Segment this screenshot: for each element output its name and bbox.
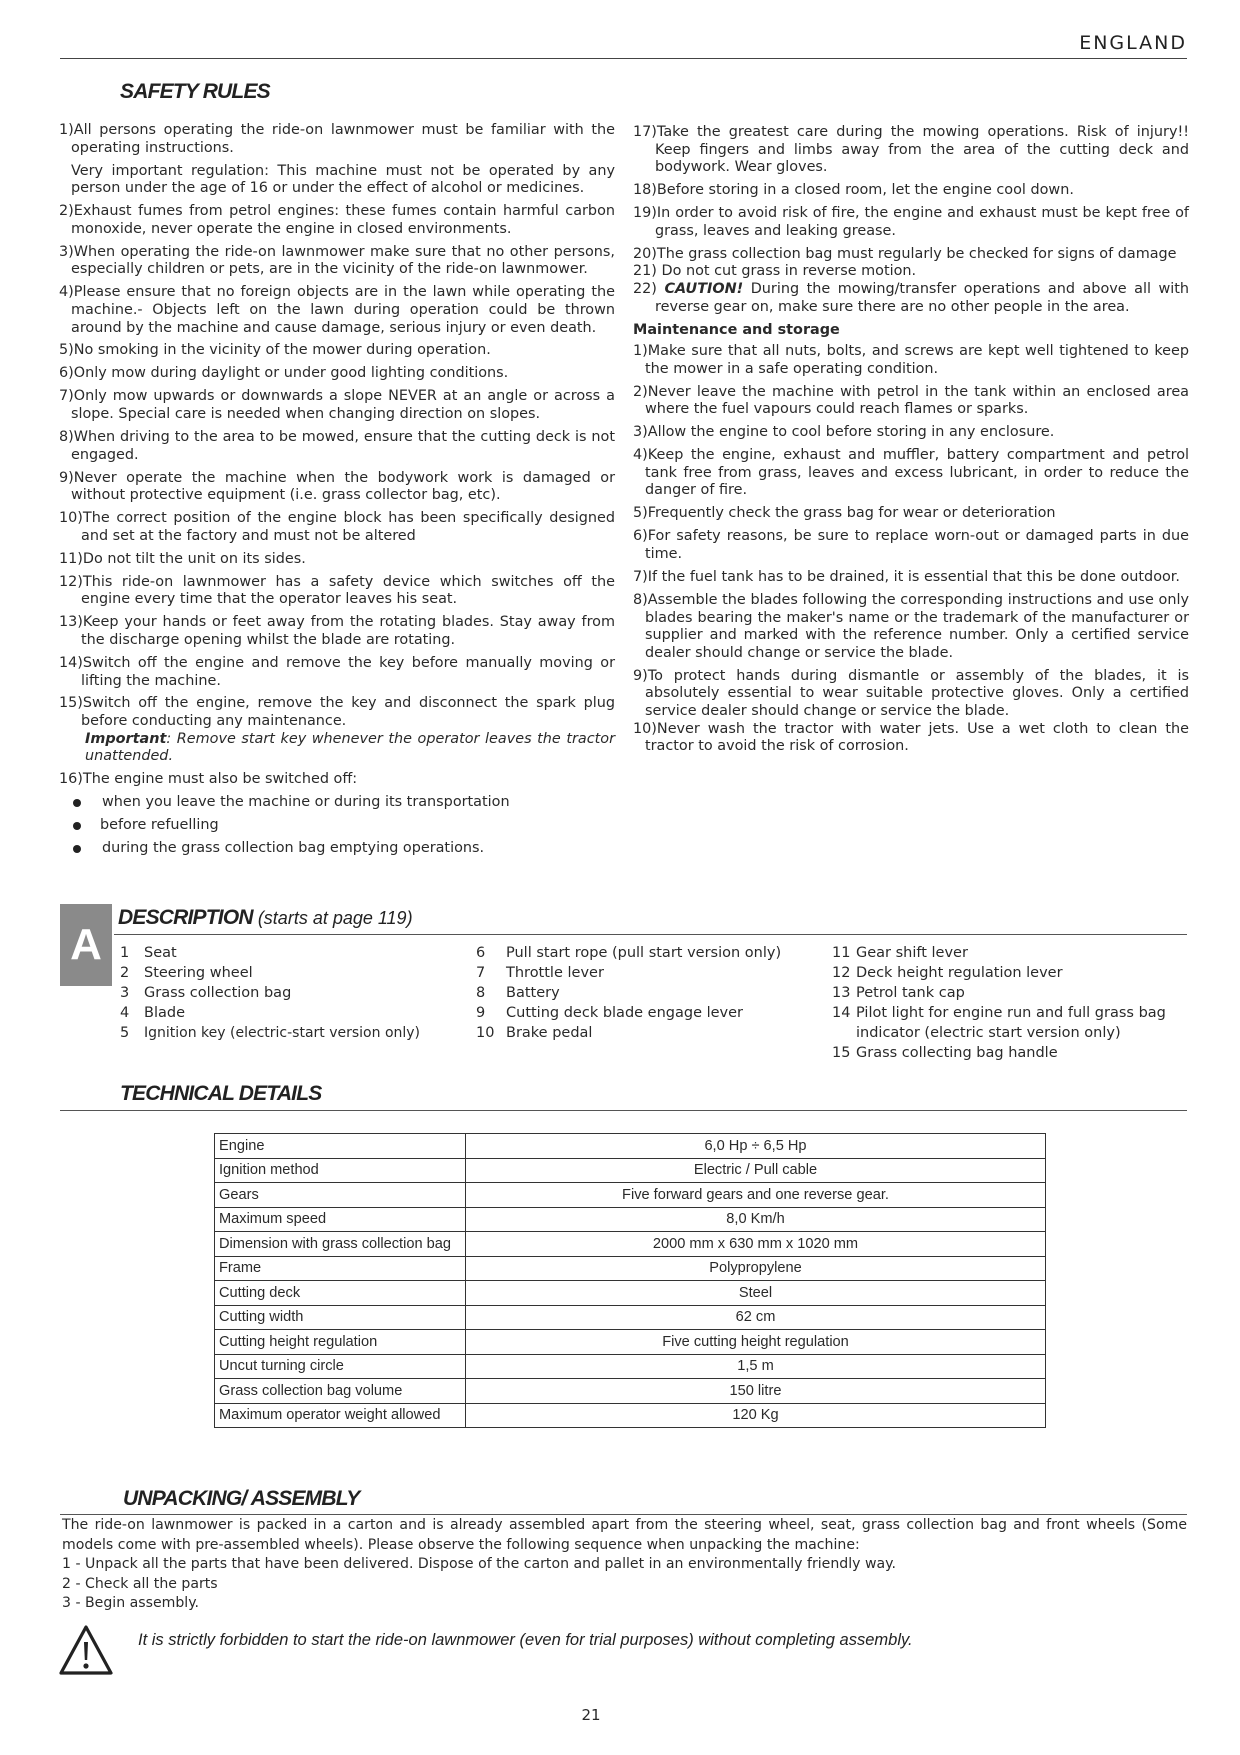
maintenance-item: 4)Keep the engine, exhaust and muffler, battery compartment and petrol tank free from grass, leaves and excess lubricant, in order to reduce the danger of fire. bbox=[633, 447, 1189, 499]
unpacking-title: UNPACKING/ ASSEMBLY bbox=[123, 1487, 360, 1510]
technical-value: Five cutting height regulation bbox=[466, 1330, 1046, 1355]
technical-value: 6,0 Hp ÷ 6,5 Hp bbox=[466, 1134, 1046, 1159]
bullet-item: when you leave the machine or during its transportation bbox=[59, 794, 615, 812]
technical-row bbox=[215, 1256, 1046, 1281]
technical-value: Five forward gears and one reverse gear. bbox=[466, 1183, 1046, 1208]
safety-item: 7)Only mow upwards or downwards a slope NEVER at an angle or across a slope. Special care is needed when changing direction on slopes. bbox=[59, 388, 615, 423]
important-note bbox=[59, 731, 615, 766]
important-label: Important bbox=[85, 730, 167, 747]
technical-label: Dimension with grass collection bag bbox=[215, 1232, 466, 1257]
maintenance-item: 8)Assemble the blades following the corresponding instructions and use only blades bearing the maker's name or the trademark of the manufacturer or supplier and marked with the reference number. Only a certified service dealer should change or service the blade. bbox=[633, 591, 1189, 661]
description-col-1 bbox=[120, 943, 460, 1043]
safety-item: 18)Before storing in a closed room, let the engine cool down. bbox=[633, 182, 1074, 199]
description-col-2 bbox=[476, 943, 816, 1043]
technical-row bbox=[215, 1354, 1046, 1379]
safety-item: 8)When driving to the area to be mowed, ensure that the cutting deck is not engaged. bbox=[59, 429, 615, 463]
technical-label: Ignition method bbox=[215, 1158, 466, 1183]
technical-value: Electric / Pull cable bbox=[466, 1158, 1046, 1183]
maintenance-item: 7)If the fuel tank has to be drained, it is essential that this be done outdoor. bbox=[633, 568, 1180, 585]
description-col-3 bbox=[832, 943, 1172, 1063]
technical-label: Uncut turning circle bbox=[215, 1354, 466, 1379]
page-number: 21 bbox=[581, 1706, 601, 1724]
safety-item: 15)Switch off the engine, remove the key and disconnect the spark plug before conducting any maintenance. bbox=[59, 695, 615, 730]
caution-label: CAUTION! bbox=[664, 280, 744, 297]
country-label: ENGLAND bbox=[1079, 32, 1187, 54]
description-divider bbox=[114, 934, 1187, 935]
safety-item: 5)No smoking in the vicinity of the mower during operation. bbox=[59, 342, 491, 359]
safety-title: SAFETY RULES bbox=[120, 80, 270, 103]
safety-item: 9)Never operate the machine when the bodywork work is damaged or without protective equipment (i.e. grass collector bag, etc). bbox=[59, 469, 615, 504]
technical-row bbox=[215, 1379, 1046, 1404]
technical-row bbox=[215, 1232, 1046, 1257]
safety-item: 14)Switch off the engine and remove the key before manually moving or lifting the machine. bbox=[59, 654, 615, 689]
technical-row bbox=[215, 1403, 1046, 1428]
technical-row bbox=[215, 1207, 1046, 1232]
technical-value: 120 Kg bbox=[466, 1403, 1046, 1428]
technical-value: Polypropylene bbox=[466, 1256, 1046, 1281]
technical-value: 8,0 Km/h bbox=[466, 1207, 1046, 1232]
safety-item: 2)Exhaust fumes from petrol engines: these fumes contain harmful carbon monoxide, never operate the engine in closed environments. bbox=[59, 203, 615, 237]
safety-item: 6)Only mow during daylight or under good lighting conditions. bbox=[59, 365, 509, 382]
description-item: 6 Pull start rope (pull start version only) bbox=[476, 945, 782, 961]
important-text: : Remove start key whenever the operator leaves the tractor unattended. bbox=[85, 730, 615, 765]
technical-row bbox=[215, 1183, 1046, 1208]
unpacking-step: 2 - Check all the parts bbox=[62, 1575, 218, 1592]
header-divider bbox=[60, 58, 1187, 59]
technical-row bbox=[215, 1330, 1046, 1355]
technical-label: Frame bbox=[215, 1256, 466, 1281]
technical-label: Gears bbox=[215, 1183, 466, 1208]
maintenance-item: 5)Frequently check the grass bag for wear or deterioration bbox=[633, 505, 1056, 522]
safety-item: 19)In order to avoid risk of fire, the engine and exhaust must be kept free of grass, leaves and leaking grease. bbox=[633, 205, 1189, 239]
caution-item: 22) CAUTION! During the mowing/transfer operations and above all with reverse gear on, make sure there are no other people in the area. bbox=[633, 280, 1189, 315]
description-item: 1 Seat bbox=[120, 945, 177, 961]
safety-right-column bbox=[633, 124, 1189, 761]
description-item: 5 Ignition key (electric-start version only) bbox=[120, 1025, 421, 1041]
bullet-item: before refuelling bbox=[59, 817, 615, 835]
maintenance-item: 1)Make sure that all nuts, bolts, and screws are kept well tightened to keep the mower in a safe operating condition. bbox=[633, 343, 1189, 377]
assembly-warning: It is strictly forbidden to start the ride-on lawnmower (even for trial purposes) without completing assembly. bbox=[138, 1631, 913, 1649]
unpacking-body bbox=[62, 1516, 1187, 1614]
safety-item: 17)Take the greatest care during the mowing operations. Risk of injury!! Keep fingers and limbs away from the area of the cutting deck and bodywork. Wear gloves. bbox=[633, 124, 1189, 176]
technical-row bbox=[215, 1134, 1046, 1159]
safety-item: 20)The grass collection bag must regularly be checked for signs of damage bbox=[633, 245, 1177, 262]
safety-item: 13)Keep your hands or feet away from the rotating blades. Stay away from the discharge opening whilst the blade are rotating. bbox=[59, 614, 615, 648]
technical-label: Maximum speed bbox=[215, 1207, 466, 1232]
description-item: 7 Throttle lever bbox=[476, 965, 604, 981]
technical-label: Cutting width bbox=[215, 1305, 466, 1330]
safety-item: 10)The correct position of the engine block has been specifically designed and set at the factory and must not be altered bbox=[59, 510, 615, 544]
bullet-dot-icon bbox=[73, 799, 81, 807]
maintenance-item: 6)For safety reasons, be sure to replace worn-out or damaged parts in due time. bbox=[633, 528, 1189, 562]
unpacking-step: 1 - Unpack all the parts that have been delivered. Dispose of the carton and pallet in an environmentally friendly way. bbox=[62, 1556, 896, 1572]
technical-row bbox=[215, 1305, 1046, 1330]
technical-value: 1,5 m bbox=[466, 1354, 1046, 1379]
bullet-dot-icon bbox=[73, 845, 81, 853]
description-item: 11 Gear shift lever bbox=[832, 945, 968, 961]
description-item: 9 Cutting deck blade engage lever bbox=[476, 1005, 744, 1021]
maintenance-item: 3)Allow the engine to cool before storing in any enclosure. bbox=[633, 424, 1055, 441]
technical-label: Grass collection bag volume bbox=[215, 1379, 466, 1404]
safety-item: 1)All persons operating the ride-on lawnmower must be familiar with the operating instructions. bbox=[59, 122, 615, 156]
technical-value: 150 litre bbox=[466, 1379, 1046, 1404]
maintenance-item: 2)Never leave the machine with petrol in the tank within an enclosed area where the fuel vapours could reach flames or sparks. bbox=[633, 383, 1189, 418]
description-item: 3 Grass collection bag bbox=[120, 985, 292, 1001]
technical-label: Cutting height regulation bbox=[215, 1330, 466, 1355]
maintenance-item: 10)Never wash the tractor with water jets. Use a wet cloth to clean the tractor to avoid the risk of corrosion. bbox=[633, 720, 1189, 755]
safety-item: 12)This ride-on lawnmower has a safety device which switches off the engine every time that the operator leaves his seat. bbox=[59, 573, 615, 608]
technical-label: Cutting deck bbox=[215, 1281, 466, 1306]
technical-value: 62 cm bbox=[466, 1305, 1046, 1330]
maintenance-title: Maintenance and storage bbox=[633, 321, 840, 338]
safety-item: Very important regulation: This machine must not be operated by any person under the age of 16 or under the effect of alcohol or medicines. bbox=[71, 162, 615, 197]
technical-value: 2000 mm x 630 mm x 1020 mm bbox=[466, 1232, 1046, 1257]
safety-left-column bbox=[59, 122, 615, 864]
description-item: 13 Petrol tank cap bbox=[832, 985, 965, 1001]
bullet-dot-icon bbox=[73, 822, 81, 830]
safety-item: 4)Please ensure that no foreign objects are in the lawn while operating the machine.- Objects left on the lawn during operation could be thrown around by the machine and cause damage, serious injury or even death. bbox=[59, 284, 615, 336]
technical-divider bbox=[60, 1110, 1187, 1111]
description-item: 12 Deck height regulation lever bbox=[832, 965, 1063, 981]
unpacking-step: 3 - Begin assembly. bbox=[62, 1595, 200, 1611]
description-item: 2 Steering wheel bbox=[120, 965, 253, 981]
technical-label: Maximum operator weight allowed bbox=[215, 1403, 466, 1428]
description-heading bbox=[118, 906, 413, 930]
technical-label: Engine bbox=[215, 1134, 466, 1159]
description-subtitle: (starts at page 119) bbox=[257, 908, 413, 928]
safety-item: 21) Do not cut grass in reverse motion. bbox=[633, 263, 917, 280]
technical-row bbox=[215, 1158, 1046, 1183]
technical-row bbox=[215, 1281, 1046, 1306]
technical-table bbox=[214, 1133, 1046, 1428]
description-item: 14 Pilot light for engine run and full grass bag indicator (electric start version only) bbox=[832, 1005, 1166, 1041]
safety-item: 3)When operating the ride-on lawnmower make sure that no other persons, especially children or pets, are in the vicinity of the ride-on lawnmower. bbox=[59, 243, 615, 278]
unpacking-intro: The ride-on lawnmower is packed in a carton and is already assembled apart from the steering wheel, seat, grass collection bag and front wheels (Some models come with pre-assembled wheels). Please observe the following sequence when unpacking the machine: bbox=[62, 1517, 1187, 1553]
description-item: 8 Battery bbox=[476, 985, 560, 1001]
section-badge: A bbox=[60, 904, 112, 986]
bullet-item: during the grass collection bag emptying operations. bbox=[59, 840, 615, 858]
description-item: 10 Brake pedal bbox=[476, 1025, 593, 1041]
warning-triangle-icon bbox=[58, 1624, 114, 1676]
description-item: 4 Blade bbox=[120, 1005, 185, 1021]
technical-title: TECHNICAL DETAILS bbox=[120, 1082, 322, 1105]
maintenance-item: 9)To protect hands during dismantle or assembly of the blades, it is absolutely essential to wear suitable protective gloves. Only a certified service dealer should change or service the blade. bbox=[633, 667, 1189, 719]
safety-item: 16)The engine must also be switched off: bbox=[59, 771, 358, 788]
technical-value: Steel bbox=[466, 1281, 1046, 1306]
safety-item: 11)Do not tilt the unit on its sides. bbox=[59, 550, 306, 567]
description-item: 15 Grass collecting bag handle bbox=[832, 1045, 1058, 1061]
description-title: DESCRIPTION bbox=[118, 906, 253, 929]
unpacking-divider bbox=[60, 1514, 1187, 1515]
